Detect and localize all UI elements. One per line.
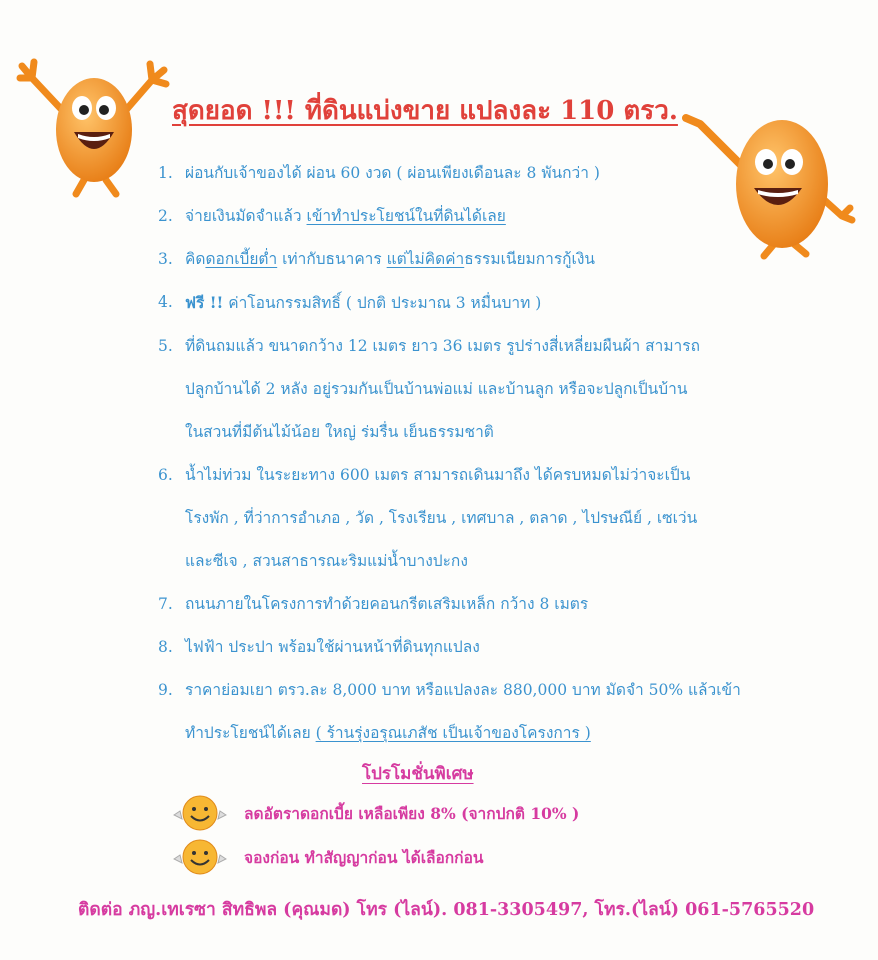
text-segment: ปลูกบ้านได้ 2 หลัง อยู่รวมกันเป็นบ้านพ่อแม่ และบ้านลูก หรือจะปลูกเป็นบ้าน: [185, 380, 688, 398]
promo-item: [170, 837, 483, 877]
text-segment: ถนนภายในโครงการทำด้วยคอนกรีตเสริมเหล็ก กว้าง 8 เมตร: [185, 595, 589, 613]
text-line: [185, 368, 858, 411]
list-item: [158, 195, 858, 238]
text-line: [185, 540, 858, 583]
text-segment: โรงพัก , ที่ว่าการอำเภอ , วัด , โรงเรียน , เทศบาล , ตลาด , ไปรษณีย์ , เซเว่น: [185, 509, 698, 527]
text-segment: คิด: [185, 250, 206, 268]
text-segment: ค่าโอนกรรมสิทธิ์ ( ปกติ ประมาณ 3 หมื่นบาท ): [223, 294, 542, 312]
list-item-number: 2.: [158, 207, 173, 225]
text-line: [185, 669, 858, 712]
text-line: [185, 281, 858, 325]
underlined-text: เข้าทำประโยชน์ในที่ดินได้เลย: [306, 207, 506, 225]
text-segment: ในสวนที่มีต้นไม้น้อย ใหญ่ ร่มรื่น เย็นธรรมชาติ: [185, 423, 494, 441]
list-item: [158, 152, 858, 195]
text-line: [185, 626, 858, 669]
text-line: [185, 238, 858, 281]
list-item: [158, 583, 858, 626]
underlined-text: แต่ไม่คิดค่า: [386, 250, 465, 268]
bold-text: ฟรี !!: [185, 293, 224, 312]
promo-title: โปรโมชั่นพิเศษ: [362, 764, 474, 784]
promo-item-text: จองก่อน ทำสัญญาก่อน ได้เลือกก่อน: [244, 847, 484, 867]
text-line: [185, 411, 858, 454]
underlined-text: ดอกเบี้ยต่ำ: [205, 250, 278, 268]
text-segment: ผ่อนกับเจ้าของได้ ผ่อน 60 งวด ( ผ่อนเพียงเดือนละ 8 พันกว่า ): [185, 164, 600, 182]
list-item-text: [185, 325, 858, 454]
list-item: [158, 626, 858, 669]
list-item-number: 4.: [158, 293, 173, 311]
text-line: [185, 195, 858, 238]
text-line: [185, 454, 858, 497]
text-segment: ธรรมเนียมการกู้เงิน: [464, 250, 596, 268]
list-item-number: 7.: [158, 595, 173, 613]
contact-info: ติดต่อ ภญ.เทเรซา สิทธิพล (คุณมด) โทร (ไลน์). 081-3305497, โทร.(ไลน์) 061-5765520: [78, 900, 815, 920]
list-item-text: [185, 195, 858, 238]
list-item-number: 8.: [158, 638, 173, 656]
list-item: [158, 454, 858, 583]
promo-item-text: ลดอัตราดอกเบี้ย เหลือเพียง 8% (จากปกติ 10% ): [244, 803, 580, 823]
feature-list: [158, 152, 858, 755]
list-item-text: [185, 152, 858, 195]
list-item-text: [185, 238, 858, 281]
list-item-text: [185, 583, 858, 626]
list-item: [158, 325, 858, 454]
promo-item: [170, 793, 579, 833]
list-item-text: [185, 454, 858, 583]
list-item-number: 3.: [158, 250, 173, 268]
list-item: [158, 669, 858, 755]
text-line: [185, 325, 858, 368]
list-item: [158, 238, 858, 281]
text-segment: ที่ดินถมแล้ว ขนาดกว้าง 12 เมตร ยาว 36 เมตร รูปร่างสี่เหลี่ยมผืนผ้า สามารถ: [185, 337, 700, 355]
list-item-number: 5.: [158, 337, 173, 355]
underlined-text: ( ร้านรุ่งอรุณเภสัช เป็นเจ้าของโครงการ ): [315, 724, 591, 742]
text-segment: ทำประโยชน์ได้เลย: [185, 724, 316, 742]
list-item-text: [185, 626, 858, 669]
text-segment: จ่ายเงินมัดจำแล้ว: [185, 207, 307, 225]
list-item-text: [185, 669, 858, 755]
smiley-thumbs-up-icon: [170, 837, 230, 877]
text-line: [185, 152, 858, 195]
text-line: [185, 583, 858, 626]
text-segment: และซีเจ , สวนสาธารณะริมแม่น้ำบางปะกง: [185, 552, 468, 570]
text-segment: น้ำไม่ท่วม ในระยะทาง 600 เมตร สามารถเดินมาถึง ได้ครบหมดไม่ว่าจะเป็น: [185, 466, 691, 484]
list-item-number: 1.: [158, 164, 173, 182]
text-segment: ราคาย่อมเยา ตรว.ละ 8,000 บาท หรือแปลงละ 880,000 บาท มัดจำ 50% แล้วเข้า: [185, 681, 741, 699]
page-title: สุดยอด !!! ที่ดินแบ่งขาย แปลงละ 110 ตรว.: [172, 96, 678, 126]
list-item-number: 6.: [158, 466, 173, 484]
text-segment: เท่ากับธนาคาร: [277, 250, 387, 268]
smiley-thumbs-up-icon: [170, 793, 230, 833]
egg-mascot-waving-icon: [14, 48, 174, 198]
text-segment: ไฟฟ้า ประปา พร้อมใช้ผ่านหน้าที่ดินทุกแปลง: [185, 638, 480, 656]
text-line: [185, 712, 858, 755]
text-line: [185, 497, 858, 540]
list-item-number: 9.: [158, 681, 173, 699]
list-item-text: [185, 281, 858, 325]
list-item: [158, 281, 858, 325]
